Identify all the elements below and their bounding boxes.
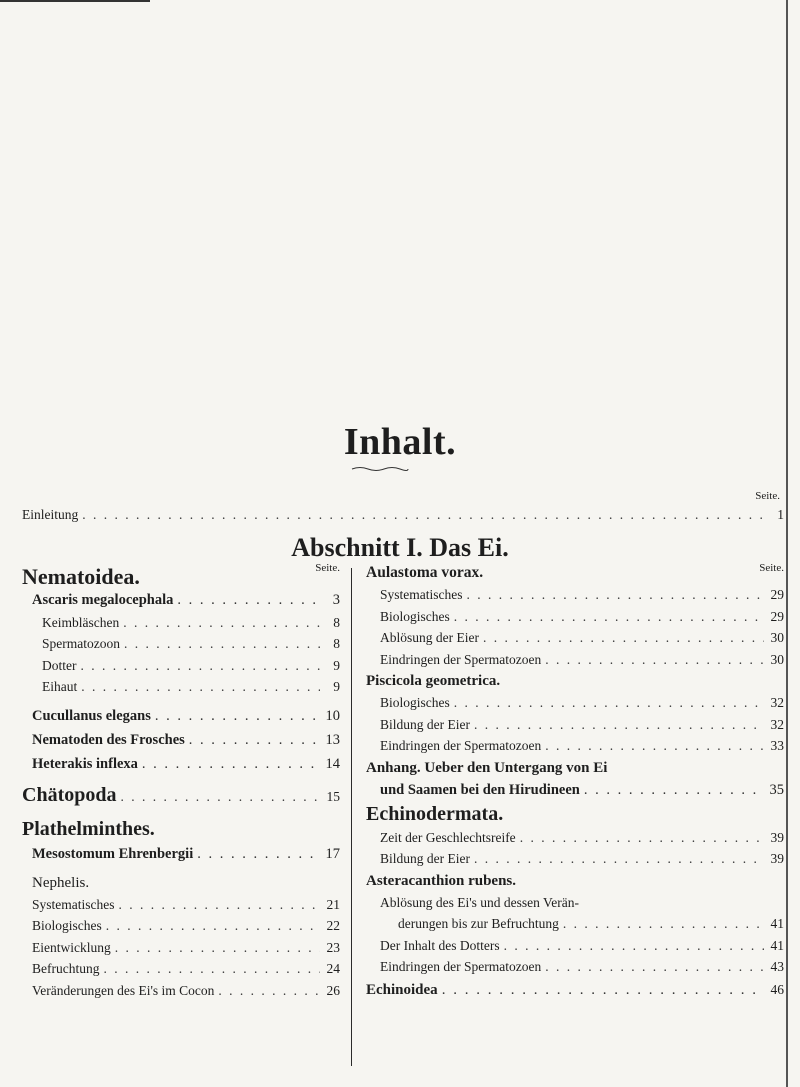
toc-label: Bildung der Eier (380, 851, 470, 866)
toc-label: Ascaris megalocephala (32, 592, 174, 608)
column-divider (351, 568, 352, 1066)
toc-page: 10 (325, 707, 340, 724)
toc-page: 39 (770, 829, 784, 845)
toc-page: 24 (326, 961, 340, 976)
title-flourish (350, 466, 410, 472)
toc-label: Eindringen der Spermatozoen (380, 651, 542, 667)
toc-entry-line1 (366, 892, 784, 914)
toc-entry (22, 782, 340, 810)
toc-entry (366, 584, 784, 606)
leader-dots (185, 728, 320, 752)
leader-dots (214, 980, 320, 1002)
toc-entry (22, 894, 340, 916)
leader-dots (450, 692, 764, 714)
toc-label: Eientwicklung (32, 939, 111, 955)
page-title: Inhalt. (343, 421, 457, 463)
seite-label-right: Seite. (759, 562, 784, 574)
toc-label: Biologisches (32, 918, 102, 933)
toc-page: 8 (333, 636, 340, 651)
leader-dots (438, 978, 764, 1002)
toc-label: Dotter (42, 657, 77, 673)
toc-label: Cucullanus elegans (32, 707, 151, 724)
leader-dots (77, 676, 320, 698)
leader-dots (115, 894, 321, 916)
leader-dots (120, 633, 320, 655)
toc-page: 32 (770, 716, 784, 732)
toc-entry (366, 848, 784, 870)
anhang-heading: Anhang. Ueber den Untergang von Ei (366, 759, 608, 776)
leader-dots (500, 935, 764, 957)
toc-entry (22, 612, 340, 634)
toc-page: 41 (770, 916, 784, 931)
nematoidea-heading: Nematoidea. (22, 564, 140, 589)
toc-entry (22, 676, 340, 698)
leader-dots (99, 958, 320, 980)
toc-page: 8 (333, 614, 340, 630)
toc-entry (366, 649, 784, 671)
leader-dots (119, 612, 320, 634)
toc-entry (22, 655, 340, 677)
toc-page: 41 (770, 937, 784, 953)
toc-page: 15 (326, 788, 340, 804)
toc-entry (22, 842, 340, 866)
toc-label: Ablösung des Ei's und dessen Verän- (380, 894, 580, 910)
toc-label: Chätopoda (22, 783, 117, 806)
echinodermata-heading: Echinodermata. (366, 802, 504, 825)
toc-label: Systematisches (32, 896, 115, 912)
asteracanthion-heading: Asteracanthion rubens. (366, 872, 517, 889)
aulastoma-heading: Aulastoma vorax. (366, 564, 484, 581)
toc-label: Eindringen der Spermatozoen (380, 959, 542, 974)
toc-label: Bildung der Eier (380, 716, 470, 732)
toc-entry (22, 958, 340, 980)
leader-dots (541, 735, 764, 757)
leader-dots (173, 590, 320, 612)
toc-label: Echinoidea (366, 981, 438, 998)
toc-entry (22, 590, 340, 612)
toc-entry (366, 956, 784, 978)
toc-label: und Saamen bei den Hirudineen (380, 781, 580, 798)
toc-entry (22, 633, 340, 655)
page-edge-line (0, 0, 150, 2)
toc-label: Nematoden des Frosches (32, 731, 185, 748)
toc-label: Biologisches (380, 608, 450, 624)
toc-page: 13 (325, 731, 340, 748)
toc-page: 9 (333, 657, 340, 673)
toc-page: 23 (326, 939, 340, 955)
toc-page: 33 (770, 738, 784, 753)
toc-label: Heterakis inflexa (32, 755, 138, 772)
intro-entry (22, 504, 784, 526)
leader-dots (470, 848, 764, 870)
plathelminthes-heading: Plathelminthes. (22, 817, 155, 840)
toc-page: 43 (770, 959, 784, 974)
leader-dots (580, 779, 764, 801)
toc-label: Befruchtung (32, 961, 100, 976)
toc-label: Mesostomum Ehrenbergii (32, 845, 194, 862)
leader-dots (116, 783, 320, 810)
toc-label: Der Inhalt des Dotters (380, 937, 500, 953)
toc-entry (22, 980, 340, 1002)
leader-dots (541, 956, 764, 978)
leader-dots (111, 937, 320, 959)
intro-page: 1 (777, 507, 784, 522)
toc-page: 21 (326, 896, 340, 912)
toc-page: 26 (326, 982, 340, 998)
toc-page: 30 (770, 630, 784, 645)
toc-entry (22, 728, 340, 752)
toc-entry (366, 827, 784, 849)
toc-entry (366, 913, 784, 935)
toc-label: Biologisches (380, 695, 450, 710)
toc-label: Systematisches (380, 587, 463, 602)
toc-label: Eihaut (42, 679, 78, 694)
leader-dots (151, 704, 320, 728)
toc-label: derungen bis zur Befruchtung (398, 916, 559, 931)
toc-label: Eindringen der Spermatozoen (380, 738, 542, 753)
toc-entry (366, 627, 784, 649)
toc-page: 3 (332, 592, 340, 608)
leader-dots (193, 842, 320, 866)
right-column (366, 562, 784, 1002)
toc-entry (366, 779, 784, 801)
toc-page: 9 (333, 679, 340, 694)
toc-page: 14 (325, 755, 340, 772)
toc-label: Spermatozoon (42, 636, 120, 651)
toc-entry (22, 752, 340, 776)
toc-entry (366, 935, 784, 957)
toc-entry (22, 704, 340, 728)
leader-dots (78, 504, 764, 526)
leader-dots (541, 649, 764, 671)
toc-label: Ablösung der Eier (380, 630, 479, 645)
toc-entry (366, 978, 784, 1002)
toc-page: 22 (326, 918, 340, 933)
toc-entry (366, 735, 784, 757)
leader-dots (479, 627, 764, 649)
seite-label-intro: Seite. (755, 490, 780, 502)
toc-label: Zeit der Geschlechtsreife (380, 829, 516, 845)
toc-page: 39 (770, 851, 784, 866)
intro-label: Einleitung (22, 507, 79, 522)
leader-dots (470, 714, 764, 736)
leader-dots (559, 913, 764, 935)
section-heading: Abschnitt I. Das Ei. (291, 533, 509, 562)
leader-dots (77, 655, 321, 677)
toc-entry (22, 915, 340, 937)
toc-entry (366, 714, 784, 736)
toc-page: 35 (769, 781, 784, 798)
toc-page: 46 (770, 981, 784, 997)
seite-label-left: Seite. (315, 562, 340, 574)
leader-dots (102, 915, 320, 937)
toc-entry (366, 692, 784, 714)
toc-page: 29 (770, 608, 784, 624)
toc-page: 17 (325, 845, 340, 862)
toc-label: Veränderungen des Ei's im Cocon (32, 982, 215, 998)
toc-page: 29 (770, 587, 784, 602)
toc-entry (366, 606, 784, 628)
nephelis-heading: Nephelis. (32, 874, 90, 891)
toc-page: 32 (770, 695, 784, 710)
left-column (22, 562, 340, 1001)
leader-dots (516, 827, 764, 849)
leader-dots (463, 584, 765, 606)
toc-entry (22, 937, 340, 959)
toc-label: Keimbläschen (42, 614, 120, 630)
left-column-head (22, 562, 340, 589)
toc-page: 30 (770, 651, 784, 667)
piscicola-heading: Piscicola geometrica. (366, 673, 501, 689)
right-column-head (366, 562, 784, 584)
leader-dots (450, 606, 764, 628)
leader-dots (138, 752, 320, 776)
